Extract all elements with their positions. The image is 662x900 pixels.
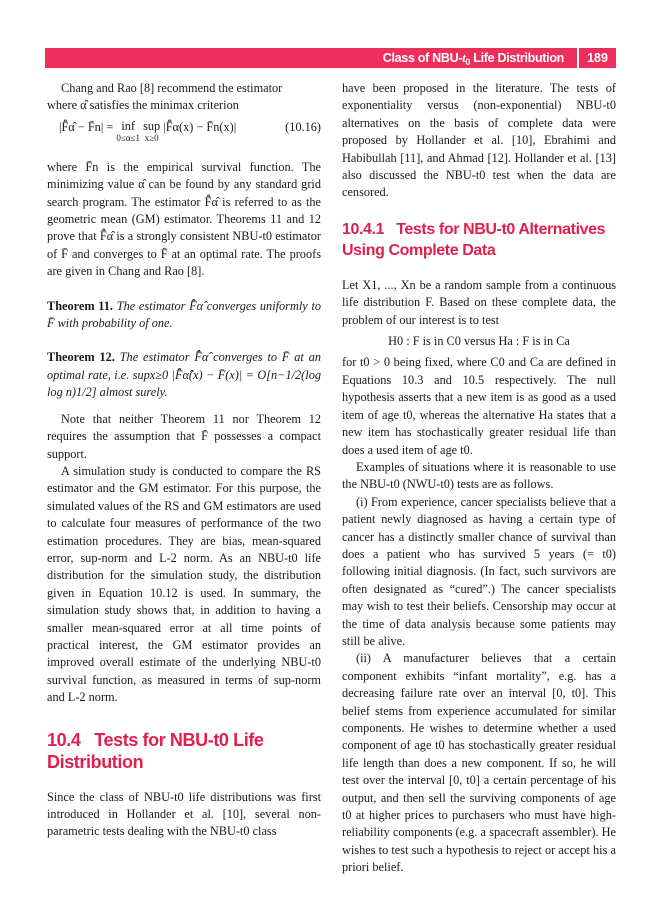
paragraph-gm-estimator: where F̄n is the empirical survival function. The minimizing value α̂ can be found by any standard grid search program. The estimator F̂̄α̂ is referred to as the geometric mean (GM) estimator. Theorems 11 and 12 prove that F̂̄α̂ is a strongly consistent NBU-t0 estimator of F̄ and converges to F̄ at an optimal rate. The proofs are given in Chang and Rao [8]. <box>47 159 321 279</box>
hypothesis-statement: H0 : F is in C0 versus Ha : F is in Ca <box>388 334 570 349</box>
left-column <box>47 80 321 841</box>
equation-number: (10.16) <box>285 119 321 134</box>
page-number: 189 <box>577 48 616 68</box>
paragraph-note: Note that neither Theorem 11 nor Theorem 12 requires the assumption that F̄ possesses a compact support. <box>47 411 321 461</box>
right-column <box>342 80 616 877</box>
paragraph-example-manufacturer: (ii) A manufacturer believes that a certain component exhibits “infant mortality”, e.g. has a decreasing failure rate over an interval [0, t0]. This belief stems from experience accumulated for similar components. He wishes to determine whether a used component of age t0 has stochastically greater residual life length than does a new component. If so, he will test over the interval [0, t0] a certain percentage of his output, and then sell the surviving components of age t0 at higher prices to purchasers who must have high-reliability components (e.g. a spacecraft assembler). He wishes to test such a hypothesis to reject or accept his a priori belief. <box>342 651 616 875</box>
running-header-title: Class of NBU-$t_0$ Life Distribution <box>382 51 564 67</box>
paragraph-examples-intro: Examples of situations where it is reasonable to use the NBU-t0 (NWU-t0) tests are as follows. <box>342 459 616 492</box>
paragraph-random-sample: Let X1, ..., Xn be a random sample from a continuous life distribution F. Based on these complete data, the problem of our interest is to test <box>342 277 616 327</box>
equation-body: |F̂̄α̂ − F̄n| = inf 0≤α≤1 sup x≥0 |F̂̄α(x) − F̄n(x)| <box>59 118 237 143</box>
paragraph-null-hypothesis: for t0 > 0 being fixed, where C0 and Ca are defined in Equations 10.3 and 10.5 respectively. The null hypothesis asserts that a new item is as good as a used item of age t0, whereas the alternative Ha states that a new item has stochastically greater residual life than does a used item of age t0. <box>342 355 616 457</box>
paragraph-simulation: A simulation study is conducted to compare the RS estimator and the GM estimator. For this purpose, the simulated values of the RS and GM estimators are used to calculate four measures of performance of the two estimation procedures. They are bias, mean-squared error, sup-norm and L-2 norm. As an NBU-t0 life distribution for the simulation study, the distribution given in Equation 10.12 is used. In summary, the simulation study shows that, in addition to having a smaller mean-squared error at all time points of practical interest, the GM estimator provides an improved overall estimate of the underlying NBU-t0 survival function, as measured in terms of sup-norm and L-2 norm. <box>47 463 321 705</box>
subsection-heading-10-4-1: 10.4.1 Tests for NBU-t0 Alternatives Using Complete Data <box>342 220 606 259</box>
equation-10-16 <box>47 119 321 153</box>
running-header <box>45 48 616 68</box>
paragraph-estimator-intro: Chang and Rao [8] recommend the estimator <box>61 81 283 95</box>
paragraph-minimax: where α̂ satisfies the minimax criterion <box>47 98 239 113</box>
paragraph-literature: have been proposed in the literature. The tests of exponentiality versus (non-exponential) NBU-t0 alternatives on the basis of complete data were proposed by Hollander et al. [10], Ebrahimi and Habibullah [11], and Ahmad [12]. Hollander et al. [13] also discussed the NBU-t0 test when the data are censored. <box>342 81 616 200</box>
theorem-11: Theorem 11. The estimator F̂̄α̂ converges uniformly to F̄ with probability of one. <box>47 298 322 331</box>
paragraph-section-intro: Since the class of NBU-t0 life distributions was first introduced in Hollander et al. [10], several non-parametric tests dealing with the NBU-t0 class <box>47 789 321 839</box>
paragraph-example-cancer: (i) From experience, cancer specialists believe that a patient newly diagnosed as having a certain type of cancer has a distinctly smaller chance of survival than does a patient who has survived 5 years (= t0) following initial diagnosis. (In fact, such survivors are often designated as “cured”.) The cancer specialists may wish to test their beliefs. Censorship may occur at the time of data analysis because some patients may still be alive. <box>342 494 616 648</box>
section-heading-10-4: 10.4 Tests for NBU-t0 Life Distribution <box>47 729 264 772</box>
theorem-12: Theorem 12. The estimator F̂̄α̂ converges to F̄ at an optimal rate, i.e. supx≥0 |F̂̄α̂(x) − F̄(x)| = O[n−1/2(log log n)1/2] almost surely. <box>47 350 321 400</box>
